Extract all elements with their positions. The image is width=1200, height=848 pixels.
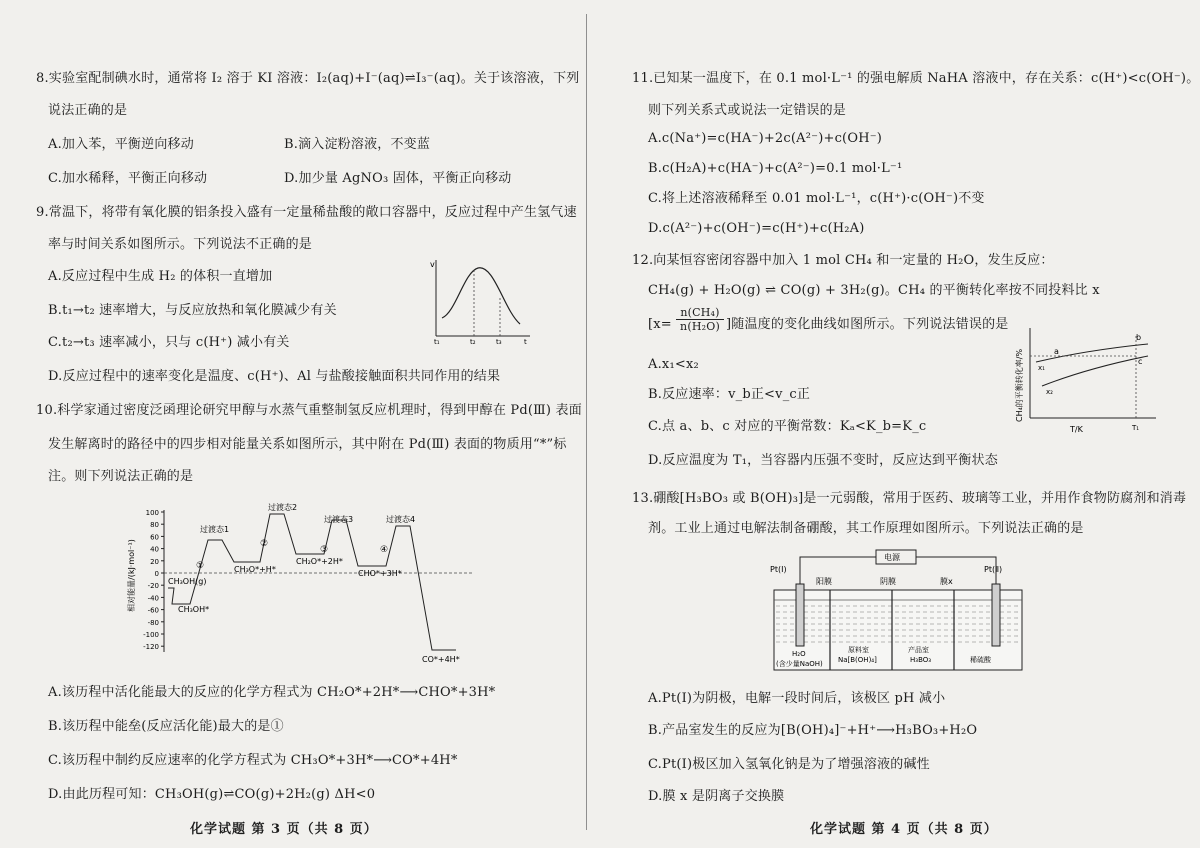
- q12-fraction-denominator: n(H₂O): [676, 319, 724, 333]
- q13-pt1-electrode: [796, 584, 804, 646]
- q10-state-ch3oh-ads: CH₃OH*: [178, 605, 210, 614]
- q9-t1-label: t₁: [434, 338, 440, 346]
- q12-ratio-fraction: [676, 306, 724, 333]
- q13-cathode-room-label1: H₂O: [792, 650, 806, 658]
- q12-stem-line3-start: [x=: [648, 317, 672, 332]
- q10-energy-path: [168, 514, 456, 650]
- q12-option-a: A.x₁<x₂: [648, 357, 699, 372]
- q9-t2-label: t₂: [470, 338, 476, 346]
- q13-raw-room-label1: 原料室: [848, 646, 869, 654]
- q11-option-a: A.c(Na⁺)=c(HA⁻)+2c(A²⁻)+c(OH⁻): [648, 131, 883, 146]
- q13-pt2-label: Pt(Ⅱ): [984, 565, 1003, 574]
- q10-step2-marker: ②: [260, 539, 269, 549]
- right-page-footer: 化学试题 第 4 页（共 8 页）: [810, 822, 998, 837]
- q12-x-axis-label: T/K: [1070, 425, 1083, 434]
- q10-stem-line2: 发生解离时的路径中的四步相对能量关系如图所示，其中附在 Pd(Ⅲ) 表面的物质用“*”标: [48, 437, 567, 452]
- q12-point-c: c: [1138, 357, 1143, 366]
- q12-curve-x2: [1042, 356, 1148, 386]
- left-page-footer: 化学试题 第 3 页（共 8 页）: [190, 822, 378, 837]
- q10-y-axis-label: 相对能量/(kJ·mol⁻¹): [127, 539, 136, 612]
- q13-option-d: D.膜 x 是阴离子交换膜: [648, 789, 785, 804]
- q8-option-c: C.加水稀释，平衡正向移动: [48, 171, 208, 186]
- q13-product-room-label1: 产品室: [908, 646, 929, 654]
- q10-step1-marker: ①: [196, 561, 205, 571]
- q10-energy-diagram: [124, 500, 488, 670]
- q12-curve-label-x2: x₂: [1046, 388, 1053, 396]
- q9-rate-time-graph: [424, 254, 536, 346]
- q8-stem-line1: 8.实验室配制碘水时，通常将 I₂ 溶于 KI 溶液：I₂(aq)+I⁻(aq)⇌I₃⁻(aq)。关于该溶液，下列: [36, 71, 580, 86]
- q12-y-axis-label: CH₄的平衡转化率/%: [1015, 348, 1024, 422]
- q11-option-d: D.c(A²⁻)+c(OH⁻)=c(H⁺)+c(H₂A): [648, 221, 865, 236]
- q10-tick-label: -60: [147, 606, 159, 615]
- q9-option-a: A.反应过程中生成 H₂ 的体积一直增加: [48, 269, 273, 284]
- q10-ts1-label: 过渡态1: [200, 525, 230, 534]
- q10-state-ch2o: CH₂O*+2H*: [296, 557, 343, 566]
- q10-step3-marker: ③: [320, 545, 329, 555]
- q13-anode-room-label: 稀硫酸: [970, 656, 991, 664]
- q9-option-d: D.反应过程中的速率变化是温度、c(H⁺)、Al 与盐酸接触面积共同作用的结果: [48, 369, 501, 384]
- q10-tick-label: 80: [150, 521, 159, 530]
- page-divider: [586, 14, 587, 830]
- q10-ts4-label: 过渡态4: [386, 515, 416, 524]
- q11-option-b: B.c(H₂A)+c(HA⁻)+c(A²⁻)=0.1 mol·L⁻¹: [648, 161, 903, 176]
- q8-stem-line2: 说法正确的是: [48, 103, 128, 118]
- q13-option-c: C.Pt(Ⅰ)极区加入氢氧化钠是为了增强溶液的碱性: [648, 757, 930, 772]
- q13-raw-room-label2: Na[B(OH)₄]: [838, 656, 877, 664]
- q10-tick-label: -80: [147, 618, 159, 627]
- q10-ts2-label: 过渡态2: [268, 503, 298, 512]
- q10-step4-marker: ④: [380, 545, 389, 555]
- q10-tick-group: [143, 509, 164, 651]
- q11-stem-line1: 11.已知某一温度下，在 0.1 mol·L⁻¹ 的强电解质 NaHA 溶液中，存在关系：c(H⁺)<c(OH⁻)。: [632, 71, 1200, 86]
- q12-fraction-numerator: n(CH₄): [680, 306, 720, 319]
- q10-state-ch3o: CH₃O*+H*: [234, 565, 276, 574]
- q10-stem-line3: 注。则下列说法正确的是: [48, 469, 194, 484]
- q13-membrane1-label: 阳膜: [816, 577, 832, 586]
- q9-t3-label: t₃: [496, 338, 502, 346]
- q9-option-c: C.t₂→t₃ 速率减小，只与 c(H⁺) 减小有关: [48, 335, 290, 350]
- q9-rate-curve: [442, 268, 520, 324]
- q10-tick-label: 60: [150, 533, 159, 542]
- q13-stem-line1: 13.硼酸[H₃BO₃ 或 B(OH)₃]是一元弱酸，常用于医药、玻璃等工业，并用作食物防腐剂和消毒: [632, 491, 1187, 506]
- q13-electrolysis-apparatus: [764, 548, 1032, 674]
- q12-conversion-graph: [1008, 322, 1164, 438]
- q9-stem-line1: 9.常温下，将带有氧化膜的铝条投入盛有一定量稀盐酸的敞口容器中，反应过程中产生氢气速: [36, 205, 577, 220]
- q10-option-c: C.该历程中制约反应速率的化学方程式为 CH₃O*+3H*⟶CO*+4H*: [48, 753, 458, 768]
- q13-cathode-room-label2: (含少量NaOH): [776, 660, 823, 668]
- q10-tick-label: 0: [154, 570, 159, 578]
- q10-tick-label: -100: [143, 631, 159, 639]
- q8-option-a: A.加入苯，平衡逆向移动: [48, 137, 194, 152]
- q12-stem-line1: 12.向某恒容密闭容器中加入 1 mol CH₄ 和一定量的 H₂O，发生反应：: [632, 253, 1054, 268]
- q12-option-b: B.反应速率：v_b正<v_c正: [648, 387, 811, 402]
- q10-tick-label: -40: [147, 594, 159, 603]
- q13-wire-left: [800, 557, 876, 584]
- q10-option-b: B.该历程中能垒(反应活化能)最大的是①: [48, 719, 284, 734]
- q13-membrane2-label: 阴膜: [880, 577, 896, 586]
- q10-option-d: D.由此历程可知：CH₃OH(g)⇌CO(g)+2H₂(g) ΔH<0: [48, 787, 376, 802]
- q13-option-a: A.Pt(Ⅰ)为阴极，电解一段时间后，该极区 pH 减小: [648, 691, 946, 706]
- q8-option-b: B.滴入淀粉溶液，不变蓝: [284, 137, 431, 152]
- q10-ts3-label: 过渡态3: [324, 515, 354, 524]
- q10-option-a: A.该历程中活化能最大的反应的化学方程式为 CH₂O*+2H*⟶CHO*+3H*: [48, 685, 496, 700]
- q10-stem-line1: 10.科学家通过密度泛函理论研究甲醇与水蒸气重整制氢反应机理时，得到甲醇在 Pd(Ⅲ) 表面: [36, 403, 582, 418]
- q13-pt2-electrode: [992, 584, 1000, 646]
- q12-stem-line2: CH₄(g) + H₂O(g) ⇌ CO(g) + 3H₂(g)。CH₄ 的平衡转化率按不同投料比 x: [648, 283, 1100, 298]
- q9-v-label: v: [430, 260, 435, 269]
- q12-point-b: b: [1136, 333, 1142, 342]
- q13-membrane3-label: 膜x: [940, 577, 953, 586]
- q10-tick-label: 20: [150, 557, 159, 566]
- q11-option-c: C.将上述溶液稀释至 0.01 mol·L⁻¹，c(H⁺)·c(OH⁻)不变: [648, 191, 985, 206]
- q12-t1-label: T₁: [1132, 424, 1140, 432]
- q10-tick-label: -120: [143, 643, 159, 652]
- q12-option-d: D.反应温度为 T₁，当容器内压强不变时，反应达到平衡状态: [648, 453, 998, 468]
- q10-tick-label: -20: [147, 582, 159, 591]
- q10-state-co: CO*+4H*: [422, 655, 460, 664]
- q12-stem-line3-end: ]随温度的变化曲线如图所示。下列说法错误的是: [726, 317, 1009, 332]
- q12-option-c: C.点 a、b、c 对应的平衡常数：Kₐ<K_b=K_c: [648, 419, 927, 434]
- q12-point-a: a: [1054, 347, 1059, 356]
- q12-curve-label-x1: x₁: [1038, 364, 1045, 372]
- q9-option-b: B.t₁→t₂ 速率增大，与反应放热和氧化膜减少有关: [48, 303, 337, 318]
- q13-product-room-label2: H₃BO₃: [910, 656, 932, 664]
- q9-t-label: t: [524, 338, 527, 346]
- q11-stem-line2: 则下列关系式或说法一定错误的是: [648, 103, 847, 118]
- q13-stem-line2: 剂。工业上通过电解法制备硼酸，其工作原理如图所示。下列说法正确的是: [648, 521, 1084, 536]
- q10-tick-label: 100: [145, 509, 159, 517]
- q13-option-b: B.产品室发生的反应为[B(OH)₄]⁻+H⁺⟶H₃BO₃+H₂O: [648, 723, 978, 738]
- q8-option-d: D.加少量 AgNO₃ 固体，平衡正向移动: [284, 171, 512, 186]
- q9-stem-line2: 率与时间关系如图所示。下列说法不正确的是: [48, 237, 313, 252]
- q10-tick-label: 40: [150, 545, 159, 554]
- q10-state-ch3oh-g: CH₃OH(g): [168, 577, 207, 586]
- q10-state-cho: CHO*+3H*: [358, 569, 402, 578]
- q13-power-label: 电源: [884, 553, 900, 562]
- q13-pt1-label: Pt(Ⅰ): [770, 565, 787, 574]
